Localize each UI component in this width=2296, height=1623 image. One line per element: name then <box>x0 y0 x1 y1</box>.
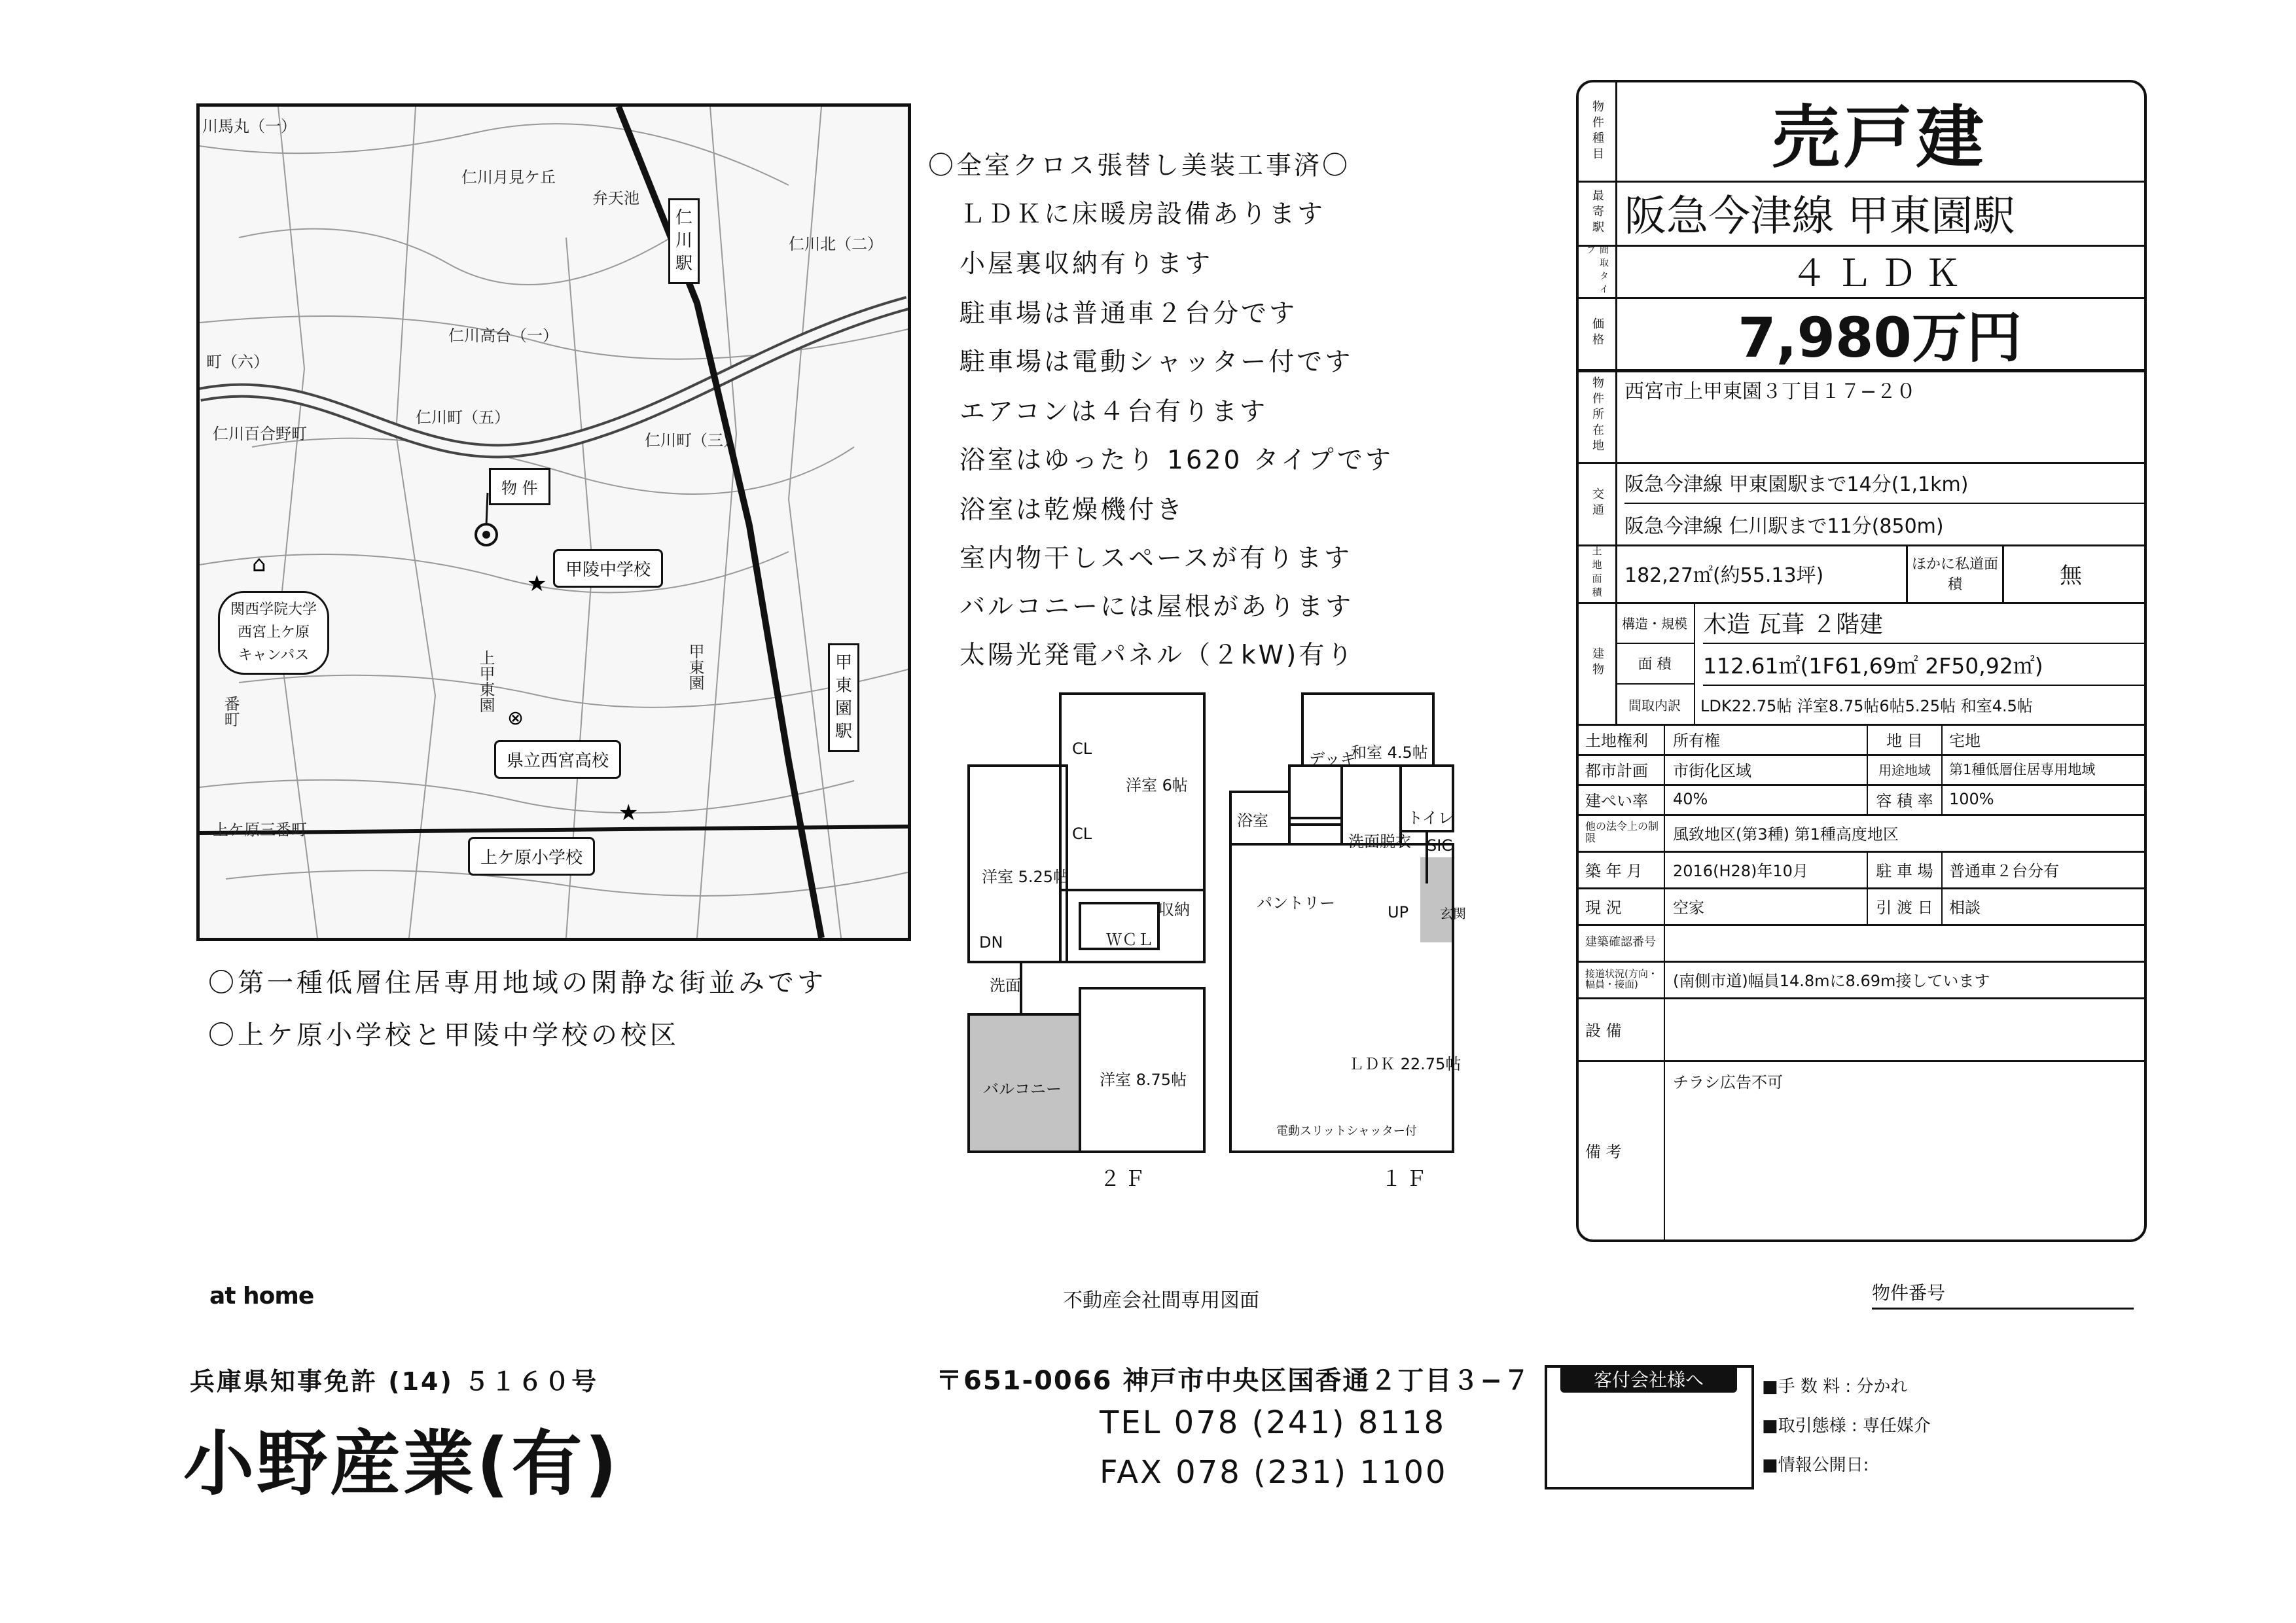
field-header: 構造・規模 <box>1615 602 1695 644</box>
parking: 普通車２台分有 <box>1949 861 2059 880</box>
room-label: CL <box>1072 825 1092 843</box>
room-label: ＷＣＬ <box>1106 931 1153 949</box>
map-label: 甲東園 <box>686 643 704 690</box>
map-label: 仁川高台（一） <box>448 327 558 345</box>
map-label: 仁川町（三） <box>645 431 739 450</box>
floor-label-1f: １Ｆ <box>1381 1166 1431 1191</box>
delivery-date: 相談 <box>1949 898 1981 917</box>
company-phone: TEL 078 (241) 8118 <box>1100 1404 1446 1441</box>
map-label: 仁川北（二） <box>789 235 883 253</box>
school-label: 県立西宮高校 <box>494 740 621 779</box>
room-label: 和室 4.5帖 <box>1351 743 1428 762</box>
feature-item: 浴室はゆったり 1620 タイプです <box>960 446 1393 475</box>
school-label: 上ケ原小学校 <box>468 837 595 876</box>
field-header: 接道状況(方向・幅員・接面) <box>1585 961 1665 997</box>
room-label: 収納 <box>1158 901 1190 919</box>
address: 西宮市上甲東園３丁目１７−２０ <box>1624 380 1916 403</box>
svg-text:⊗: ⊗ <box>507 707 524 730</box>
room-label: 電動スリットシャッター付 <box>1276 1124 1417 1138</box>
field-header: 駐 車 場 <box>1867 851 1943 887</box>
room-label: DN <box>979 933 1003 952</box>
svg-text:⌂: ⌂ <box>252 551 266 577</box>
area-note: 〇上ケ原小学校と甲陵中学校の校区 <box>208 1020 679 1050</box>
room-label: 玄関 <box>1440 906 1466 921</box>
city-planning: 市街化区域 <box>1673 761 1751 780</box>
land-area: 182,27㎡(約55.13坪) <box>1624 564 1824 587</box>
built-date: 2016(H28)年10月 <box>1673 861 1808 880</box>
layout-type: ４ＬＤＫ <box>1791 253 1969 295</box>
feature-item: 浴室は乾燥機付き <box>960 495 1185 525</box>
building-coverage-ratio: 40% <box>1673 790 1708 808</box>
field-header: 設 備 <box>1585 997 1665 1060</box>
field-header: 備 考 <box>1585 1060 1665 1240</box>
building-area: 112.61㎡(1F61,69㎡ 2F50,92㎡) <box>1703 643 2144 686</box>
room-label: 洋室 6帖 <box>1126 776 1188 794</box>
license-number: 兵庫県知事免許 (14) ５１６０号 <box>190 1367 599 1396</box>
map-label: 番町 <box>221 696 240 727</box>
current-status: 空家 <box>1673 898 1704 917</box>
room-label: バルコニー <box>983 1080 1062 1098</box>
field-header: 引 渡 日 <box>1867 887 1943 924</box>
feature-item: 駐車場は電動シャッター付です <box>960 348 1354 377</box>
other-restrictions: 風致地区(第3種) 第1種高度地区 <box>1673 825 1899 844</box>
private-road-area: 無 <box>2060 562 2082 589</box>
field-header: 土地面積 <box>1579 544 1617 602</box>
feature-item: エアコンは４台有ります <box>960 397 1268 427</box>
map-label: 町（六） <box>206 353 269 371</box>
school-label: 甲陵中学校 <box>553 549 663 588</box>
private-road-header: ほかに私道面積 <box>1906 544 2004 602</box>
broker-stamp-box <box>1545 1365 1754 1489</box>
field-header: 間取内訳 <box>1615 685 1695 724</box>
map-label: 弁天池 <box>592 189 639 207</box>
svg-text:★: ★ <box>527 571 547 597</box>
field-header: 交通 <box>1579 462 1617 544</box>
map-label: 仁川百合野町 <box>213 425 307 443</box>
floor-label-2f: ２Ｆ <box>1100 1166 1150 1191</box>
company-fax: FAX 078 (231) 1100 <box>1100 1454 1448 1491</box>
field-header: 物件種目 <box>1579 82 1617 181</box>
property-number-field: 物件番号 <box>1872 1279 2134 1310</box>
field-header: 物件所在地 <box>1579 369 1617 462</box>
field-header: 最寄駅 <box>1579 181 1617 245</box>
station-label: 仁 川 駅 <box>668 198 700 284</box>
map-label: 仁川月見ケ丘 <box>461 168 556 187</box>
field-header: 土地権利 <box>1585 724 1665 754</box>
athome-logo: at home <box>209 1283 314 1310</box>
transport-route-1: 阪急今津線 甲東園駅まで14分(1,1km) <box>1624 462 2144 504</box>
station-label: 甲 東 園 駅 <box>828 643 859 752</box>
field-header: 都市計画 <box>1585 754 1665 784</box>
map-label: 川馬丸（一） <box>202 117 296 135</box>
field-header: 他の法令上の制限 <box>1585 814 1665 851</box>
broker-stamp-title: 客付会社様へ <box>1560 1365 1737 1393</box>
transaction-mode: ■取引態様 : 専任媒介 <box>1762 1416 1931 1436</box>
room-label: 洋室 8.75帖 <box>1100 1071 1187 1089</box>
feature-item: 〇全室クロス張替し美装工事済〇 <box>928 151 1351 181</box>
room-label: デッキ <box>1309 750 1356 768</box>
field-header: 用途地域 <box>1867 754 1943 784</box>
feature-item: 小屋裏収納有ります <box>960 249 1213 279</box>
room-label: SIC <box>1427 836 1453 855</box>
area-note: 〇第一種低層住居専用地域の閑静な街並みです <box>208 968 827 998</box>
property-type: 売戸建 <box>1771 98 1988 177</box>
room-label: トイレ <box>1407 809 1454 827</box>
property-summary-card <box>1576 80 2147 1242</box>
land-category: 宅地 <box>1949 731 1981 750</box>
field-header: 価格 <box>1579 297 1617 369</box>
nearest-station: 阪急今津線 甲東園駅 <box>1624 192 2015 241</box>
feature-item: バルコニーには屋根があります <box>960 592 1354 622</box>
company-address: 〒651-0066 神戸市中央区国香通２丁目３−７ <box>936 1366 1531 1396</box>
field-header: 建物 <box>1579 602 1617 724</box>
land-rights: 所有権 <box>1673 731 1720 750</box>
field-header: 建築確認番号 <box>1585 924 1665 961</box>
agent-only-notice: 不動産会社間専用図面 <box>1063 1289 1259 1312</box>
university-label: 関西学院大学 西宮上ケ原 キャンパス <box>218 591 329 675</box>
transport-route-2: 阪急今津線 仁川駅まで11分(850m) <box>1624 515 1944 538</box>
field-header: 面 積 <box>1615 643 1695 685</box>
room-label: 浴室 <box>1237 812 1268 830</box>
feature-item: ＬＤＫに床暖房設備あります <box>960 200 1326 229</box>
svg-text:★: ★ <box>619 800 639 826</box>
area-map <box>196 103 911 941</box>
map-label: 上ケ原三番町 <box>213 821 307 839</box>
field-header: 現 況 <box>1585 887 1665 924</box>
feature-item: 駐車場は普通車２台分です <box>960 299 1298 329</box>
road-access: (南側市道)幅員14.8mに8.69m接しています <box>1673 971 1990 990</box>
floor-area-ratio: 100% <box>1949 790 1994 808</box>
field-header: 間取タイプ <box>1579 245 1617 297</box>
feature-item: 太陽光発電パネル（２kW)有り <box>960 641 1355 670</box>
feature-item: 室内物干しスペースが有ります <box>960 544 1353 573</box>
room-label: 洋室 5.25帖 <box>982 868 1069 886</box>
structure: 木造 瓦葺 ２階建 <box>1703 611 1883 638</box>
publish-date: ■情報公開日: <box>1762 1455 1869 1475</box>
field-header: 地 目 <box>1867 724 1943 754</box>
room-label: 洗面 <box>990 976 1021 995</box>
field-header: 建ぺい率 <box>1585 784 1665 814</box>
property-marker-label: 物 件 <box>489 468 550 505</box>
field-header: 容 積 率 <box>1867 784 1943 814</box>
price: 7,980万円 <box>1738 305 2022 370</box>
map-label: 仁川町（五） <box>416 408 510 427</box>
room-label: ＬＤＫ 22.75帖 <box>1348 1055 1462 1073</box>
remarks: チラシ広告不可 <box>1673 1073 1783 1092</box>
fee-info: ■手 数 料 : 分かれ <box>1762 1377 1908 1397</box>
room-label: UP <box>1388 903 1409 921</box>
room-breakdown: LDK22.75帖 洋室8.75帖6帖5.25帖 和室4.5帖 <box>1700 696 2033 715</box>
company-name: 小野産業(有) <box>183 1423 620 1505</box>
room-label: 洗面脱衣 <box>1348 832 1411 851</box>
room-label: CL <box>1072 740 1092 758</box>
zoning: 第1種低層住居専用地域 <box>1949 762 2096 777</box>
field-header: 築 年 月 <box>1585 851 1665 887</box>
room-label: パントリー <box>1257 894 1335 912</box>
map-label: 上甲東園 <box>476 650 495 713</box>
